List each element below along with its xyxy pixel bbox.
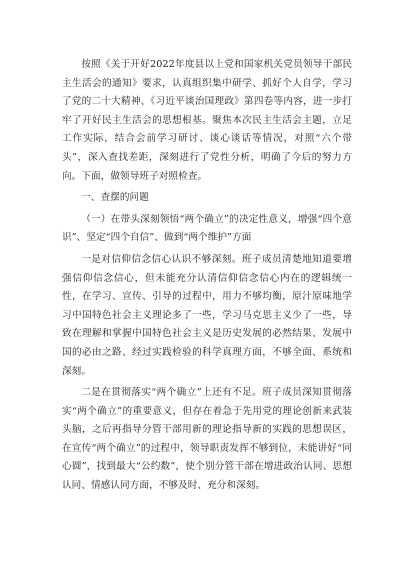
sub-heading-two-establishments: （一）在带头深刻领悟“两个确立”的决定性意义，增强“四个意识”、坚定“四个自信”、做到“两个维护”方面	[62, 213, 352, 244]
section-heading-problems: 一、查摆的问题	[81, 192, 149, 204]
body-paragraph-implementation: 二是在贯彻落实“两个确立”上还有不足。班子成员深知贯彻落实“两个确立”的重要意义，但存在着急于先用党的理论创新来武装头脑，之后再指导分管干部用新的理论指导新的实践的思想误区，在宣传“两个确立”的过程中，领导职责发挥不够到位，未能讲好“同心圆”，找到最大“公约数”，使个别分管干部在增进政治认同、思想认同、情感认同方面，不够及时、充分和深刻。	[62, 387, 352, 492]
intro-paragraph: 按照《关于开好2022年度县以上党和国家机关党员领导干部民主生活会的通知》要求，认真组织集中研学、抓好个人自学，学习了党的二十大精神、《习近平谈治国理政》第四卷等内容，进一步打牢了开好民主生活会的思想根基。聚焦本次民主生活会主题，立足工作实际，结合会前学习研讨、谈心谈话等情况，对照“六个带头”，深入查找差距，深刻进行了党性分析，明确了今后的努力方向。下面，做领导班子对照检查。	[62, 59, 352, 182]
body-paragraph-faith: 一是对信仰信念信心认识不够深刻。班子成员清楚地知道要增强信仰信念信心，但未能充分认清信仰信念信心内在的逻辑统一性，在学习、宣传、引导的过程中，用力不够均衡，原汁原味地学习中国特色社会主义理论多了一些，学习马克思主义少了一些，导致在理解和掌握中国特色社会主义是历史发展的必然结果、发展中国的必由之路、经过实践检验的科学真理方面，不够全面、系统和深刻。	[62, 253, 352, 377]
document-body	[62, 56, 352, 496]
